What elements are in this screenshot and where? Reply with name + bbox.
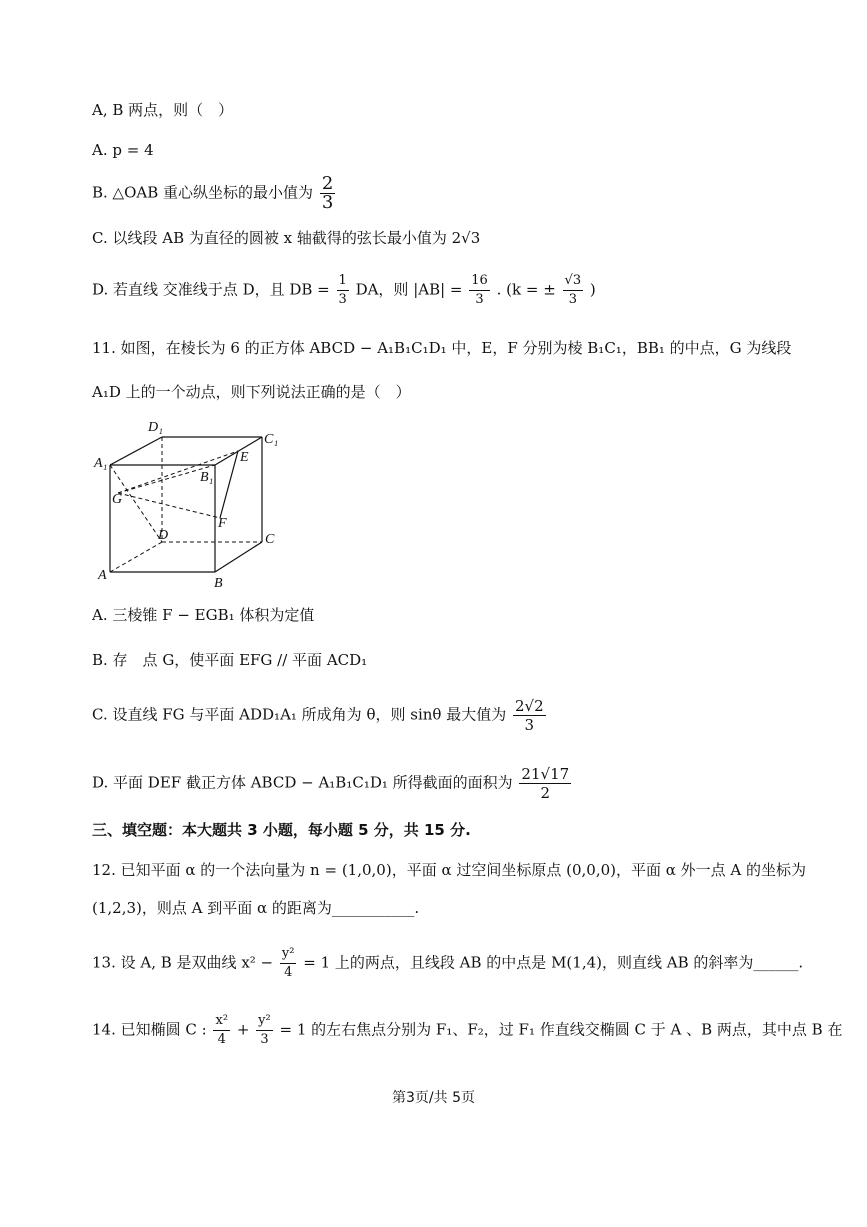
fraction-numerator: x²: [213, 1012, 230, 1031]
fraction-numerator: √3: [563, 272, 584, 291]
fraction-numerator: 2√2: [515, 697, 544, 715]
q13-line: [92, 945, 803, 982]
q13-text: 13. 设 A, B 是双曲线 x² −: [92, 953, 274, 972]
q10-option-a: A. p = 4: [92, 141, 154, 159]
q11-option-c: [92, 697, 548, 734]
label-F: F: [218, 516, 227, 531]
page-footer: 第3页/共 5页: [392, 1090, 475, 1106]
q11-line-1: 11. 如图，在棱长为 6 的正方体 ABCD − A₁B₁C₁D₁ 中，E，F 分别为棱 B₁C₁，BB₁ 的中点，G 为线段: [92, 339, 792, 357]
q10-option-d-end: ): [589, 280, 596, 299]
q13-suffix: = 1 上的两点，且线段 AB 的中点是 M(1,4)，则直线 AB 的斜率为______.: [303, 953, 804, 972]
fraction-denominator: 4: [284, 965, 293, 980]
q14-fraction-y: [256, 1012, 273, 1049]
q10-option-d-tail: . (k = ±: [496, 280, 556, 299]
q10-option-d: [92, 272, 596, 309]
q11-line-2: A₁D 上的一个动点，则下列说法正确的是（ ）: [92, 383, 411, 401]
edge-A1D1: [110, 437, 162, 465]
segment-GE: [118, 451, 238, 493]
fraction-numerator: y²: [256, 1012, 273, 1031]
q10-option-b-text: B. △OAB 重心纵坐标的最小值为: [92, 183, 314, 202]
q13-fraction: [280, 945, 297, 982]
q10-option-d-text: D. 若直线 交准线于点 D，且 DB =: [92, 280, 335, 299]
edge-BC: [215, 542, 262, 572]
edge-B1C1: [215, 437, 262, 465]
q11-option-b: B. 存 点 G，使平面 EFG // 平面 ACD₁: [92, 651, 368, 669]
fraction-denominator: 3: [475, 292, 484, 307]
label-G: G: [112, 492, 123, 507]
q11-option-c-text: C. 设直线 FG 与平面 ADD₁A₁ 所成角为 θ，则 sinθ 最大值为: [92, 705, 507, 724]
q10-option-d-mid: DA，则 |AB| =: [355, 280, 468, 299]
q10-option-b: [92, 175, 337, 212]
q14-fraction-x: [213, 1012, 230, 1049]
fraction-numerator: 16: [469, 272, 490, 291]
label-C1: C₁: [264, 432, 279, 447]
fraction-denominator: 3: [321, 192, 334, 213]
fraction-denominator: 3: [568, 292, 577, 307]
edge-AD-hidden: [110, 542, 162, 572]
label-B1: B₁: [200, 470, 214, 485]
section-heading: 三、填空题：本大题共 3 小题，每小题 5 分，共 15 分.: [92, 821, 471, 839]
q11-option-c-fraction: [513, 697, 546, 734]
fraction-numerator: y²: [280, 945, 297, 964]
fraction-denominator: 3: [338, 292, 347, 307]
q14-line: [92, 1012, 842, 1049]
label-D1: D₁: [148, 420, 163, 435]
fraction-denominator: 4: [217, 1032, 226, 1047]
label-B: B: [214, 576, 223, 590]
fraction-denominator: 3: [260, 1032, 269, 1047]
q10-option-d-fraction-1: [337, 272, 349, 309]
q11-option-d-fraction: [519, 765, 571, 802]
q14-plus: +: [236, 1020, 250, 1039]
fraction-numerator: 1: [337, 272, 349, 291]
q12-line-2: (1,2,3)，则点 A 到平面 α 的距离为___________.: [92, 899, 420, 917]
fraction-numerator: 2: [321, 173, 334, 194]
q11-option-d: [92, 765, 573, 802]
q10-option-c: C. 以线段 AB 为直径的圆被 x 轴截得的弦长最小值为 2√3: [92, 229, 481, 247]
fraction-denominator: 2: [540, 784, 551, 802]
label-C: C: [265, 532, 275, 547]
q10-option-d-fraction-3: [563, 272, 584, 309]
label-D: D: [158, 528, 169, 543]
fraction-numerator: 21√17: [521, 765, 570, 783]
cube-figure: [90, 415, 290, 590]
q14-text: 14. 已知椭圆 C :: [92, 1020, 207, 1039]
label-E: E: [240, 450, 249, 465]
label-A1: A₁: [94, 456, 108, 471]
q10-option-d-fraction-2: [469, 272, 490, 309]
q12-line-1: 12. 已知平面 α 的一个法向量为 n = (1,0,0)，平面 α 过空间坐标原点 (0,0,0)，平面 α 外一点 A 的坐标为: [92, 861, 807, 879]
q10-option-b-fraction: [320, 175, 335, 212]
q14-suffix: = 1 的左右焦点分别为 F₁、F₂，过 F₁ 作直线交椭圆 C 于 A 、B 两点，其中点 B 在: [279, 1020, 843, 1039]
q10-stem: A, B 两点，则（ ）: [92, 101, 234, 119]
segment-GF: [118, 493, 220, 518]
label-A: A: [98, 568, 107, 583]
q11-option-a: A. 三棱锥 F − EGB₁ 体积为定值: [92, 606, 315, 624]
q11-option-d-text: D. 平面 DEF 截正方体 ABCD − A₁B₁C₁D₁ 所得截面的面积为: [92, 773, 513, 792]
fraction-denominator: 3: [524, 716, 535, 734]
